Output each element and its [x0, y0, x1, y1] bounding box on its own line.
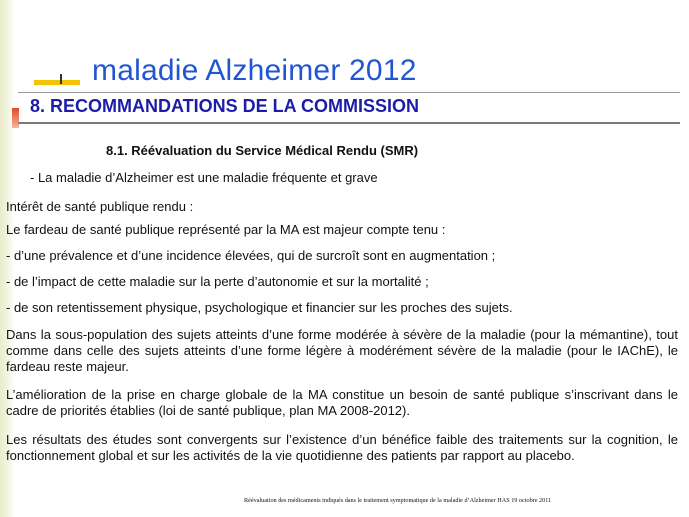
- paragraph-resultats: Les résultats des études sont convergents sur l’existence d’un bénéfice faible des traitements sur la cognition, le fonctionnement global et sur les activités de la vie quotidienne des patients par rapport au placebo.: [6, 432, 678, 463]
- red-accent-bar: [12, 108, 19, 128]
- bullet-item: - de l’impact de cette maladie sur la perte d’autonomie et sur la mortalité ;: [6, 274, 429, 289]
- interet-line: Intérêt de santé publique rendu :: [6, 199, 194, 214]
- title-tick-mark: [60, 74, 62, 84]
- slide-title: maladie Alzheimer 2012: [92, 54, 417, 87]
- intro-line: - La maladie d’Alzheimer est une maladie fréquente et grave: [30, 170, 378, 185]
- paragraph-amelioration: L’amélioration de la prise en charge globale de la MA constitue un besoin de santé publique s’inscrivant dans le cadre de priorités établies (loi de santé publique, plan MA 2008-2012).: [6, 387, 678, 418]
- fardeau-line: Le fardeau de santé publique représenté par la MA est majeur compte tenu :: [6, 222, 446, 237]
- yellow-accent-bar: [34, 80, 80, 85]
- bullet-item: - de son retentissement physique, psychologique et financier sur les proches des sujets.: [6, 300, 513, 315]
- footer-source: Réévaluation des médicaments indiqués dans le traitement symptomatique de la maladie d’Alzheimer HAS 19 octobre 2011: [244, 497, 552, 504]
- subsection-heading: 8.1. Réévaluation du Service Médical Rendu (SMR): [106, 143, 419, 158]
- section-divider-top: [18, 92, 680, 93]
- section-heading: 8. RECOMMANDATIONS DE LA COMMISSION: [30, 96, 420, 116]
- paragraph-sous-population: Dans la sous-population des sujets atteints d’une forme modérée à sévère de la maladie (pour la mémantine), tout comme dans celle des sujets atteints d’une forme légère à modérément sévère de la maladie (pour le IAChE), le fardeau reste majeur.: [6, 327, 678, 374]
- bullet-item: - d’une prévalence et d’une incidence élevées, qui de surcroît sont en augmentation ;: [6, 248, 496, 263]
- section-divider-bottom: [18, 122, 680, 124]
